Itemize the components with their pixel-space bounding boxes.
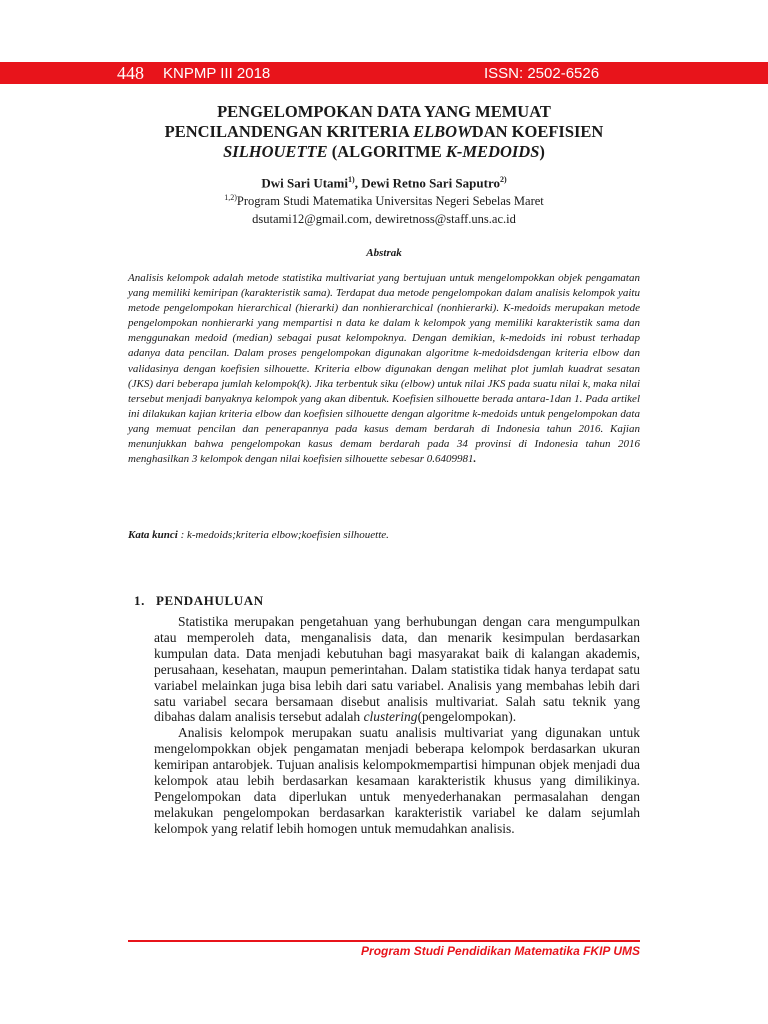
keywords [128, 529, 640, 541]
author-2-sup: 2) [499, 175, 507, 184]
title-line-3-part-b: (ALGORITME [327, 142, 446, 161]
paragraph-1-italic: clustering [363, 709, 418, 725]
paragraph-1 [154, 614, 640, 725]
affiliation [128, 193, 640, 209]
section-heading [134, 593, 264, 609]
section-body [154, 614, 640, 837]
conference-name: KNPMP III 2018 [163, 65, 271, 82]
title-line-2 [128, 122, 640, 142]
affiliation-sup: 1,2) [224, 193, 237, 202]
author-1: Dwi Sari Utami [261, 175, 349, 191]
paragraph-1-end: (pengelompokan). [417, 709, 517, 725]
abstract-end-mark: . [473, 453, 477, 466]
footer-rule [128, 940, 640, 942]
title-line-2-italic: ELBOW [413, 122, 472, 141]
footer-text: Program Studi Pendidikan Matematika FKIP UMS [361, 944, 640, 958]
title-line-2-part-a: PENCILANDENGAN KRITERIA [164, 122, 414, 141]
page-number: 448 [117, 63, 144, 83]
author-emails: dsutami12@gmail.com, dewiretnoss@staff.uns.ac.id [252, 212, 516, 226]
paper-title [128, 102, 640, 162]
abstract-text: Analisis kelompok adalah metode statistika multivariat yang bertujuan untuk mengelompokkan objek pengamatan yang memiliki kemiripan (karakteristik sama). Terdapat dua metode pengelompokan dalam analisis kelompok yaitu metode pengelompokan hierarchical (hierarki) dan nonhierarchical (nonhierarki). K-medoids merupakan metode pengelompokan nonhierarki yang mempartisi n data ke dalam k kelompok yang memiliki karakteristik sama dan menggunakan medoid (median) sebagai pusat kelompoknya. Dengan demikian, k-medoids ini robust terhadap adanya data pencilan. Dalam proses pengelompokan digunakan algoritme k-medoidsdengan kriteria elbow dan validasinya dengan koefisien silhouette. Kriteria elbow digunakan dengan melihat plot jumlah kuadrat sesatan (JKS) dari beberapa jumlah kelompok(k). Jika terbentuk siku (elbow) untuk nilai JKS pada suatu nilai k, maka nilai tersebut menjadi banyaknya kelompok yang akan dibentuk. Koefisien silhouette berada antara-1dan 1. Pada artikel ini dilakukan kajian kriteria elbow dan koefisien silhouette dengan algoritme k-medoids untuk pengelompokan data yang memuat pencilan dan penerapannya pada kasus demam berdarah di Indonesia tahun 2016. Kajian menunjukkan bahwa pengelompokan kasus demam berdarah pada 34 provinsi di Indonesia tahun 2016 menghasilkan 3 kelompok dengan nilai koefisien silhouette sebesar 0.6409981 [128, 272, 640, 466]
keywords-label: Kata kunci [128, 529, 178, 541]
title-line-1: PENGELOMPOKAN DATA YANG MEMUAT [217, 102, 551, 121]
paragraph-2: Analisis kelompok merupakan suatu analisis multivariat yang digunakan untuk mengelompokkan objek pengamatan menjadi beberapa kelompok berdasarkan ukuran kemiripan antarobjek. Tujuan analisis kelompokmempartisi himpunan objek menjadi dua kelompok atau lebih berdasarkan kesamaan karakteristik khusus yang dimilikinya. Pengelompokan data diperlukan untuk menyederhanakan permasalahan dengan melakukan pengelompokan berdasarkan karakteristik variabel ke dalam sejumlah kelompok yang relatif lebih homogen untuk memudahkan analisis. [154, 725, 640, 836]
title-line-3 [128, 142, 640, 162]
issn-label: ISSN: 2502-6526 [484, 65, 600, 82]
section-title: PENDAHULUAN [156, 593, 264, 608]
author-2: Dewi Retno Sari Saputro [361, 175, 500, 191]
keywords-text: : k-medoids;kriteria elbow;koefisien silhouette. [177, 529, 389, 541]
paragraph-1-text: Statistika merupakan pengetahuan yang berhubungan dengan cara mengumpulkan atau memperoleh data, menganalisis data, dan menarik kesimpulan berdasarkan kumpulan data. Data menjadi kebutuhan bagi masyarakat baik di kalangan akademis, perusahaan, kesehatan, maupun pemerintahan. Dalam statistika tidak hanya terdapat satu variabel melainkan juga bisa lebih dari satu variabel. Analisis yang membahas lebih dari satu variabel secara bersamaan disebut analisis multivariat. Salah satu teknik yang dibahas dalam analisis tersebut adalah [154, 614, 640, 725]
section-number: 1. [134, 593, 145, 608]
title-line-3-italic-a: SILHOUETTE [223, 142, 328, 161]
title-line-2-part-c: DAN KOEFISIEN [471, 122, 604, 141]
header-bar [0, 62, 768, 84]
title-line-3-part-d: ) [539, 142, 545, 161]
affiliation-text: Program Studi Matematika Universitas Negeri Sebelas Maret [236, 194, 544, 209]
abstract-heading: Abstrak [366, 247, 402, 259]
author-1-sup: 1) [348, 175, 355, 184]
author-separator: , [354, 175, 362, 191]
abstract-body [128, 271, 640, 467]
author-list [128, 175, 640, 191]
title-line-3-italic-c: K-MEDOIDS [445, 142, 540, 161]
